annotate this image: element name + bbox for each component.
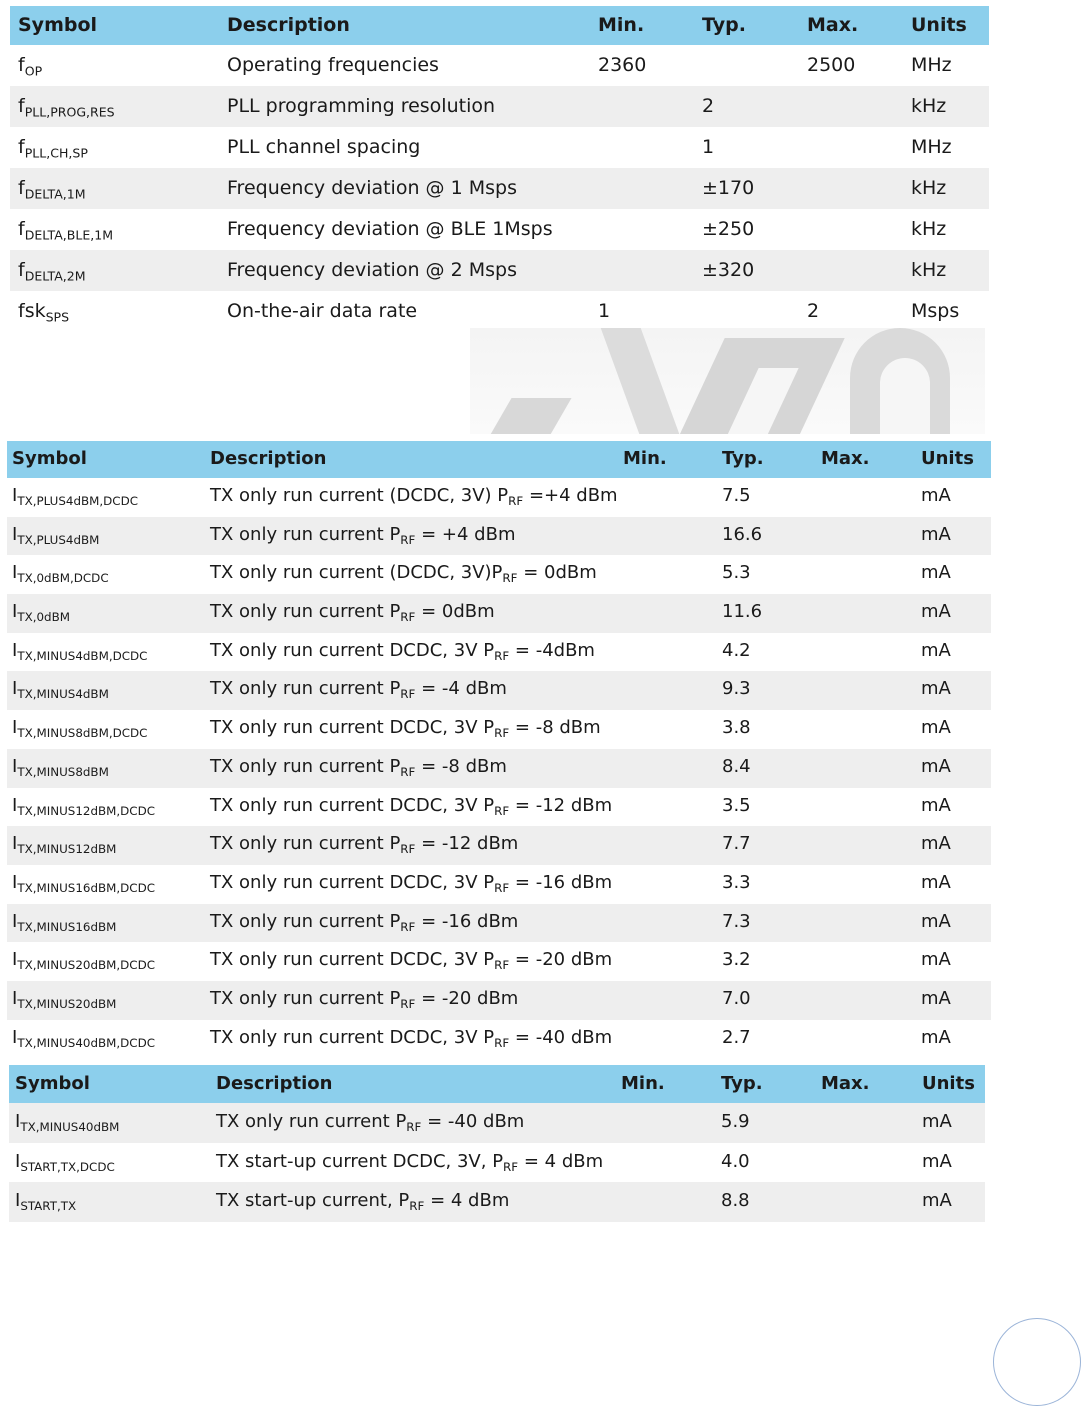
description-cell: Frequency deviation @ BLE 1Msps	[227, 218, 553, 240]
symbol-cell	[12, 826, 116, 862]
description-text: =+4 dBm	[523, 485, 618, 506]
symbol-cell	[18, 209, 113, 250]
symbol-cell	[18, 291, 69, 332]
description-text: TX only run current P	[210, 678, 401, 700]
symbol-cell	[18, 45, 42, 86]
description-cell	[210, 555, 597, 591]
description-subscript: RF	[409, 1199, 425, 1214]
typ-cell: 7.5	[722, 485, 751, 506]
description-cell	[210, 594, 495, 630]
table-row	[7, 981, 991, 1020]
typ-cell: ±320	[702, 259, 755, 281]
symbol-cell	[15, 1143, 115, 1181]
units-cell: mA	[921, 871, 951, 893]
symbol-subscript: TX,MINUS8dBM,DCDC	[17, 726, 148, 741]
description-text: TX only run current (DCDC, 3V)P	[210, 562, 503, 584]
typ-cell: 7.0	[722, 987, 751, 1009]
description-subscript: RF	[406, 1120, 422, 1135]
typ-cell: 3.3	[722, 871, 751, 893]
table-row	[9, 1182, 985, 1222]
typ-cell: 4.2	[722, 639, 751, 661]
typ-cell: 16.6	[722, 523, 763, 545]
header-typ: Typ.	[722, 448, 764, 469]
units-cell: mA	[921, 833, 951, 855]
description-cell	[210, 904, 518, 940]
units-cell: MHz	[911, 136, 952, 158]
symbol-cell	[18, 86, 115, 127]
header-min: Min.	[598, 14, 645, 36]
symbol-subscript: TX,PLUS4dBM,DCDC	[17, 494, 139, 509]
header-description: Description	[227, 14, 350, 36]
symbol-subscript: DELTA,1M	[24, 186, 86, 202]
header-min: Min.	[621, 1073, 665, 1094]
table-row	[7, 788, 991, 827]
description-subscript: RF	[494, 1035, 510, 1050]
units-cell: kHz	[911, 218, 947, 240]
table-body	[7, 478, 991, 1058]
typ-cell: 3.8	[722, 717, 751, 739]
description-text: TX only run current DCDC, 3V P	[210, 639, 495, 661]
description-subscript: RF	[400, 764, 416, 779]
description-cell: PLL programming resolution	[227, 95, 496, 117]
table-header-row	[7, 441, 991, 478]
symbol-subscript: START,TX	[20, 1199, 77, 1214]
page-badge-circle	[993, 1318, 1081, 1406]
description-subscript: RF	[503, 1159, 519, 1174]
description-subscript: RF	[508, 494, 524, 509]
description-text: = -12 dBm	[415, 833, 519, 855]
symbol-subscript: TX,0dBM	[17, 610, 70, 625]
description-subscript: RF	[494, 803, 510, 818]
symbol-cell	[18, 168, 86, 209]
table-row	[7, 865, 991, 904]
symbol-cell	[12, 478, 138, 514]
symbol-cell	[12, 788, 155, 824]
typ-cell: 3.5	[722, 794, 751, 816]
typ-cell: 5.3	[722, 562, 751, 584]
symbol-main: f	[18, 177, 25, 199]
description-text: = +4 dBm	[415, 523, 516, 545]
symbol-cell	[12, 555, 109, 591]
symbol-main: I	[12, 755, 18, 777]
table-row	[9, 1103, 985, 1143]
symbol-cell	[12, 749, 109, 785]
symbol-main: I	[12, 562, 18, 584]
description-subscript: RF	[502, 571, 518, 586]
units-cell: mA	[921, 1026, 951, 1048]
symbol-main: fsk	[18, 300, 46, 322]
min-cell: 1	[598, 300, 611, 322]
symbol-cell	[12, 981, 116, 1017]
symbol-subscript: TX,MINUS20dBM	[17, 997, 117, 1012]
symbol-cell	[12, 671, 109, 707]
typ-cell: 7.7	[722, 833, 751, 855]
symbol-main: I	[12, 833, 18, 855]
units-cell: mA	[922, 1150, 952, 1172]
units-cell: mA	[922, 1111, 952, 1132]
symbol-subscript: TX,MINUS12dBM,DCDC	[17, 803, 156, 818]
symbol-cell	[12, 517, 99, 553]
typ-cell: ±250	[702, 218, 755, 240]
description-text: TX only run current P	[210, 833, 401, 855]
typ-cell: 7.3	[722, 910, 751, 932]
table-row	[10, 250, 989, 291]
header-description: Description	[210, 448, 327, 469]
units-cell: mA	[921, 949, 951, 971]
table-row	[7, 555, 991, 594]
description-cell	[210, 981, 518, 1017]
description-text: = -20 dBm	[415, 987, 519, 1009]
description-subscript: RF	[494, 648, 510, 663]
symbol-main: I	[12, 717, 18, 739]
description-text: TX only run current DCDC, 3V P	[210, 794, 495, 816]
description-subscript: RF	[400, 997, 416, 1012]
table-row	[7, 942, 991, 981]
description-text: TX start-up current DCDC, 3V, P	[216, 1150, 504, 1172]
symbol-subscript: PLL,CH,SP	[24, 145, 88, 161]
symbol-cell	[12, 942, 155, 978]
description-cell	[216, 1103, 524, 1141]
typ-cell: ±170	[702, 177, 755, 199]
header-symbol: Symbol	[15, 1073, 90, 1094]
symbol-cell	[12, 633, 147, 669]
units-cell: mA	[921, 601, 951, 623]
description-cell	[216, 1182, 509, 1220]
symbol-cell	[12, 904, 116, 940]
description-subscript: RF	[400, 610, 416, 625]
description-cell	[216, 1143, 603, 1181]
table-row	[10, 209, 989, 250]
watermark-graphic	[470, 328, 985, 434]
max-cell: 2500	[807, 54, 856, 76]
description-text: TX only run current DCDC, 3V P	[210, 717, 495, 739]
description-cell	[210, 710, 601, 746]
table-row	[7, 594, 991, 633]
description-cell	[210, 826, 518, 862]
symbol-cell	[12, 594, 70, 630]
symbol-subscript: TX,MINUS16dBM,DCDC	[17, 881, 156, 896]
symbol-cell	[12, 1020, 155, 1056]
typ-cell: 9.3	[722, 678, 751, 700]
table-row	[10, 86, 989, 127]
header-max: Max.	[821, 1073, 870, 1094]
description-text: TX only run current DCDC, 3V P	[210, 1026, 495, 1048]
description-text: TX only run current P	[216, 1111, 407, 1132]
units-cell: kHz	[911, 259, 947, 281]
symbol-cell	[12, 710, 147, 746]
description-cell	[210, 633, 595, 669]
header-symbol: Symbol	[18, 14, 98, 36]
symbol-subscript: TX,MINUS16dBM	[17, 919, 117, 934]
units-cell: mA	[922, 1190, 952, 1211]
description-text: TX only run current DCDC, 3V P	[210, 871, 495, 893]
units-cell: mA	[921, 910, 951, 932]
symbol-subscript: TX,MINUS40dBM	[20, 1120, 120, 1135]
description-text: = 0dBm	[517, 562, 597, 584]
symbol-cell	[15, 1182, 76, 1220]
symbol-cell	[18, 250, 86, 291]
max-cell: 2	[807, 300, 820, 322]
table-row	[9, 1143, 985, 1183]
symbol-main: f	[18, 95, 25, 117]
header-units: Units	[922, 1073, 975, 1094]
symbol-main: I	[12, 794, 18, 816]
description-text: TX start-up current, P	[216, 1190, 410, 1211]
typ-cell: 11.6	[722, 601, 763, 623]
symbol-subscript: DELTA,2M	[24, 268, 86, 284]
description-cell	[210, 749, 507, 785]
description-cell	[210, 517, 515, 553]
header-units: Units	[911, 14, 967, 36]
rf-frequency-table	[10, 6, 989, 332]
tx-current-table	[7, 441, 991, 1058]
symbol-subscript: TX,MINUS8dBM	[17, 764, 109, 779]
description-text: TX only run current P	[210, 601, 401, 623]
symbol-main: I	[12, 523, 18, 545]
header-units: Units	[921, 448, 974, 469]
table-row	[7, 749, 991, 788]
symbol-cell	[18, 127, 88, 168]
units-cell: kHz	[911, 95, 947, 117]
symbol-subscript: TX,MINUS40dBM,DCDC	[17, 1035, 156, 1050]
symbol-main: I	[12, 678, 18, 700]
table-row	[7, 671, 991, 710]
table-row	[7, 904, 991, 943]
description-subscript: RF	[400, 687, 416, 702]
description-subscript: RF	[400, 532, 416, 547]
description-text: = -16 dBm	[415, 910, 519, 932]
units-cell: kHz	[911, 177, 947, 199]
symbol-main: I	[15, 1111, 21, 1132]
description-subscript: RF	[494, 958, 510, 973]
description-text: TX only run current P	[210, 523, 401, 545]
symbol-subscript: START,TX,DCDC	[20, 1159, 115, 1174]
symbol-main: I	[12, 1026, 18, 1048]
description-cell	[210, 478, 618, 514]
symbol-main: I	[15, 1190, 21, 1211]
description-text: TX only run current P	[210, 910, 401, 932]
symbol-cell	[12, 865, 155, 901]
typ-cell: 1	[702, 136, 715, 158]
symbol-main: I	[12, 871, 18, 893]
symbol-main: I	[12, 987, 18, 1009]
description-subscript: RF	[400, 842, 416, 857]
symbol-main: f	[18, 259, 25, 281]
table-row	[7, 1020, 991, 1059]
table-row	[10, 168, 989, 209]
header-symbol: Symbol	[12, 448, 87, 469]
description-cell	[210, 671, 507, 707]
units-cell: mA	[921, 485, 951, 506]
symbol-main: I	[12, 949, 18, 971]
description-text: TX only run current (DCDC, 3V) P	[210, 485, 509, 506]
symbol-subscript: TX,MINUS4dBM	[17, 687, 109, 702]
symbol-main: I	[15, 1150, 21, 1172]
description-cell	[210, 942, 612, 978]
table-row	[10, 291, 989, 332]
table-row	[10, 127, 989, 168]
header-description: Description	[216, 1073, 333, 1094]
symbol-cell	[15, 1103, 119, 1141]
typ-cell: 8.4	[722, 755, 751, 777]
header-max: Max.	[807, 14, 859, 36]
units-cell: mA	[921, 562, 951, 584]
header-min: Min.	[623, 448, 667, 469]
table-row	[7, 517, 991, 556]
header-typ: Typ.	[702, 14, 746, 36]
description-cell: Frequency deviation @ 1 Msps	[227, 177, 517, 199]
table-row	[7, 478, 991, 517]
description-subscript: RF	[494, 881, 510, 896]
description-text: = -8 dBm	[509, 717, 601, 739]
description-text: TX only run current P	[210, 755, 401, 777]
description-text: = -8 dBm	[415, 755, 507, 777]
description-text: = 0dBm	[415, 601, 495, 623]
symbol-main: f	[18, 54, 25, 76]
description-cell: On-the-air data rate	[227, 300, 418, 322]
table-row	[10, 45, 989, 86]
units-cell: mA	[921, 639, 951, 661]
units-cell: mA	[921, 523, 951, 545]
symbol-subscript: TX,PLUS4dBM	[17, 532, 100, 547]
units-cell: mA	[921, 794, 951, 816]
description-text: = -40 dBm	[421, 1111, 525, 1132]
symbol-subscript: OP	[24, 63, 43, 79]
symbol-subscript: SPS	[45, 309, 70, 325]
description-text: = 4 dBm	[424, 1190, 510, 1211]
table-body	[10, 45, 989, 332]
typ-cell: 2	[702, 95, 715, 117]
symbol-main: f	[18, 218, 25, 240]
description-text: = 4 dBm	[518, 1150, 604, 1172]
units-cell: mA	[921, 678, 951, 700]
symbol-subscript: TX,0dBM,DCDC	[17, 571, 109, 586]
description-cell: PLL channel spacing	[227, 136, 421, 158]
symbol-subscript: TX,MINUS12dBM	[17, 842, 117, 857]
description-subscript: RF	[400, 919, 416, 934]
symbol-subscript: DELTA,BLE,1M	[24, 227, 114, 243]
symbol-main: I	[12, 910, 18, 932]
tx-startup-table	[9, 1065, 985, 1222]
units-cell: MHz	[911, 54, 952, 76]
typ-cell: 8.8	[721, 1190, 750, 1211]
description-text: TX only run current P	[210, 987, 401, 1009]
table-row	[7, 710, 991, 749]
description-text: = -4 dBm	[415, 678, 507, 700]
units-cell: Msps	[911, 300, 960, 322]
description-text: = -12 dBm	[509, 794, 613, 816]
symbol-main: I	[12, 639, 18, 661]
symbol-subscript: PLL,PROG,RES	[24, 104, 115, 120]
description-cell: Operating frequencies	[227, 54, 439, 76]
description-text: TX only run current DCDC, 3V P	[210, 949, 495, 971]
description-cell	[210, 1020, 612, 1056]
typ-cell: 4.0	[721, 1150, 750, 1172]
table-body	[9, 1103, 985, 1222]
description-text: = -16 dBm	[509, 871, 613, 893]
units-cell: mA	[921, 987, 951, 1009]
symbol-main: I	[12, 485, 18, 506]
description-text: = -4dBm	[509, 639, 595, 661]
description-subscript: RF	[494, 726, 510, 741]
description-cell	[210, 865, 612, 901]
symbol-subscript: TX,MINUS20dBM,DCDC	[17, 958, 156, 973]
typ-cell: 5.9	[721, 1111, 750, 1132]
typ-cell: 3.2	[722, 949, 751, 971]
symbol-main: f	[18, 136, 25, 158]
description-text: = -40 dBm	[509, 1026, 613, 1048]
description-cell	[210, 788, 612, 824]
header-typ: Typ.	[721, 1073, 763, 1094]
symbol-main: I	[12, 601, 18, 623]
header-max: Max.	[821, 448, 870, 469]
table-header-row	[9, 1065, 985, 1103]
table-header-row	[10, 6, 989, 45]
table-row	[7, 826, 991, 865]
units-cell: mA	[921, 717, 951, 739]
units-cell: mA	[921, 755, 951, 777]
min-cell: 2360	[598, 54, 647, 76]
symbol-subscript: TX,MINUS4dBM,DCDC	[17, 648, 148, 663]
table-row	[7, 633, 991, 672]
typ-cell: 2.7	[722, 1026, 751, 1048]
description-cell: Frequency deviation @ 2 Msps	[227, 259, 517, 281]
description-text: = -20 dBm	[509, 949, 613, 971]
